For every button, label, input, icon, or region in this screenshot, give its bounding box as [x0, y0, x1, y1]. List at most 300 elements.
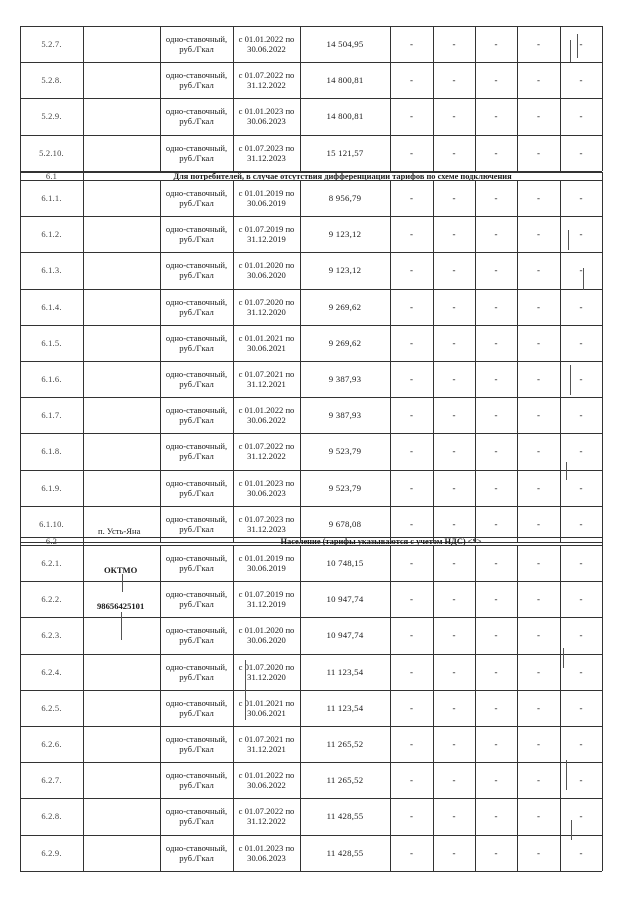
tariff-type-line1: одно-ставочный,	[165, 405, 228, 416]
empty-cell: -	[494, 518, 498, 529]
tariff-period-line1: с 01.01.2020 по	[238, 260, 295, 271]
empty-cell: -	[452, 229, 456, 240]
column-divider	[602, 537, 603, 545]
empty-cell: -	[452, 811, 456, 822]
tariff-period-line1: с 01.07.2019 по	[238, 224, 295, 235]
empty-cell: -	[410, 775, 413, 786]
tariff-value: 11 123,54	[326, 666, 364, 677]
column-divider	[20, 172, 21, 180]
empty-cell: -	[579, 594, 583, 605]
tariff-period-line1: с 01.07.2022 по	[238, 70, 295, 81]
tariff-type-line2: руб./Гкал	[179, 744, 214, 755]
section-number: 6.2	[45, 536, 58, 546]
tariff-type-line2: руб./Гкал	[179, 852, 214, 863]
row-number: 6.1.5.	[41, 337, 62, 348]
column-divider	[20, 180, 21, 542]
tariff-period-line1: с 01.01.2023 по	[238, 842, 295, 853]
tariff-period-line1: с 01.01.2023 по	[238, 477, 295, 488]
tariff-period-line2: 30.06.2020	[247, 270, 286, 281]
tariff-type	[160, 289, 233, 325]
column-divider	[433, 26, 434, 171]
tariff-period-line2: 31.12.2022	[247, 80, 286, 91]
tariff-value: 14 504,95	[326, 39, 364, 50]
row-number: 6.1.4.	[41, 301, 62, 312]
empty-cell: -	[452, 75, 456, 86]
empty-cell: -	[452, 702, 456, 713]
tariff-type-line2: руб./Гкал	[179, 563, 214, 574]
row-number: 6.1.10.	[39, 518, 64, 529]
column-divider	[517, 545, 518, 871]
tariff-period-line1: с 01.01.2019 по	[238, 188, 295, 199]
tariff-type	[160, 762, 233, 798]
scan-mark	[570, 365, 571, 395]
tariff-type-line2: руб./Гкал	[179, 487, 214, 498]
row-number: 6.2.1.	[41, 558, 62, 569]
empty-cell: -	[537, 518, 540, 529]
tariff-period-line1: с 01.07.2022 по	[238, 806, 295, 817]
column-divider	[233, 180, 234, 542]
section-number: 6.1	[45, 171, 58, 181]
empty-cell: -	[452, 630, 456, 641]
empty-cell: -	[452, 482, 456, 493]
empty-cell: -	[494, 446, 498, 457]
tariff-period-line2: 31.12.2023	[247, 152, 286, 163]
tariff-type-line1: одно-ставочный,	[165, 589, 228, 600]
empty-cell: -	[494, 775, 498, 786]
tariff-type-line1: одно-ставочный,	[165, 513, 228, 524]
tariff-period-line2: 30.06.2022	[247, 415, 286, 426]
tariff-type	[160, 835, 233, 871]
empty-cell: -	[410, 229, 413, 240]
tariff-type-line2: руб./Гкал	[179, 234, 214, 245]
empty-cell: -	[579, 558, 583, 569]
tariff-type	[160, 545, 233, 581]
tariff-period-line2: 31.12.2021	[247, 379, 286, 390]
scan-mark	[566, 462, 567, 480]
tariff-type-line1: одно-ставочный,	[165, 477, 228, 488]
tariff-type-line1: одно-ставочный,	[165, 697, 228, 708]
tariff-type	[160, 361, 233, 397]
column-divider	[390, 180, 391, 542]
empty-cell: -	[579, 518, 583, 529]
column-divider	[300, 180, 301, 542]
empty-cell: -	[494, 75, 498, 86]
tariff-period-line2: 30.06.2021	[247, 707, 286, 718]
tariff-period	[233, 654, 300, 690]
empty-cell: -	[452, 739, 456, 750]
row-number: 6.1.8.	[41, 446, 62, 457]
empty-cell: -	[579, 75, 583, 86]
column-divider	[20, 545, 21, 871]
tariff-type	[160, 62, 233, 98]
tariff-value: 9 269,62	[328, 337, 362, 348]
empty-cell: -	[494, 558, 498, 569]
tariff-type-line2: руб./Гкал	[179, 116, 214, 127]
column-divider	[602, 180, 603, 542]
empty-cell: -	[537, 558, 540, 569]
tariff-period-line2: 31.12.2019	[247, 599, 286, 610]
tariff-type-line1: одно-ставочный,	[165, 34, 228, 45]
tariff-value: 11 428,55	[326, 847, 364, 858]
tariff-type	[160, 690, 233, 726]
row-number: 6.2.2.	[41, 594, 62, 605]
tariff-type	[160, 26, 233, 62]
tariff-type-line2: руб./Гкал	[179, 152, 214, 163]
tariff-period-line1: с 01.07.2020 по	[238, 661, 295, 672]
tariff-period	[233, 180, 300, 216]
row-number: 5.2.8.	[41, 75, 62, 86]
empty-cell: -	[410, 811, 413, 822]
tariff-value: 9 387,93	[328, 374, 362, 385]
tariff-period	[233, 762, 300, 798]
empty-cell: -	[579, 374, 583, 385]
tariff-type-line1: одно-ставочный,	[165, 553, 228, 564]
empty-cell: -	[537, 410, 540, 421]
empty-cell: -	[452, 337, 456, 348]
tariff-period-line2: 30.06.2023	[247, 852, 286, 863]
tariff-type-line1: одно-ставочный,	[165, 70, 228, 81]
empty-cell: -	[494, 229, 498, 240]
tariff-period	[233, 690, 300, 726]
empty-cell: -	[537, 446, 540, 457]
empty-cell: -	[579, 39, 583, 50]
empty-cell: -	[452, 39, 456, 50]
scan-mark	[566, 760, 567, 790]
empty-cell: -	[410, 739, 413, 750]
empty-cell: -	[410, 702, 413, 713]
tariff-period	[233, 62, 300, 98]
tariff-type-line2: руб./Гкал	[179, 523, 214, 534]
empty-cell: -	[494, 301, 498, 312]
empty-cell: -	[494, 594, 498, 605]
tariff-type-line1: одно-ставочный,	[165, 625, 228, 636]
column-divider	[390, 545, 391, 871]
empty-cell: -	[537, 630, 540, 641]
tariff-period-line1: с 01.01.2019 по	[238, 553, 295, 564]
tariff-period-line2: 30.06.2020	[247, 635, 286, 646]
empty-cell: -	[579, 775, 583, 786]
tariff-value: 9 523,79	[328, 482, 362, 493]
tariff-period	[233, 325, 300, 361]
oktmo-code: 98656425101	[97, 601, 145, 611]
tariff-period-line2: 30.06.2022	[247, 780, 286, 791]
tariff-type-line1: одно-ставочный,	[165, 142, 228, 153]
column-divider	[300, 26, 301, 171]
tariff-type	[160, 581, 233, 617]
empty-cell: -	[452, 446, 456, 457]
scan-mark	[245, 660, 246, 720]
tariff-period-line2: 31.12.2022	[247, 451, 286, 462]
tariff-type	[160, 216, 233, 252]
column-divider	[475, 180, 476, 542]
scan-mark	[568, 230, 569, 250]
column-divider	[433, 545, 434, 871]
row-number: 6.2.5.	[41, 702, 62, 713]
column-divider	[83, 26, 84, 171]
empty-cell: -	[452, 301, 456, 312]
empty-cell: -	[452, 410, 456, 421]
tariff-type-line2: руб./Гкал	[179, 270, 214, 281]
column-divider	[233, 545, 234, 871]
tariff-value: 14 800,81	[326, 75, 364, 86]
empty-cell: -	[537, 482, 540, 493]
empty-cell: -	[537, 702, 540, 713]
empty-cell: -	[452, 558, 456, 569]
tariff-type-line2: руб./Гкал	[179, 780, 214, 791]
column-divider	[602, 172, 603, 180]
row-number: 6.2.9.	[41, 847, 62, 858]
empty-cell: -	[410, 482, 413, 493]
empty-cell: -	[579, 147, 583, 158]
row-number: 6.1.1.	[41, 193, 62, 204]
tariff-period	[233, 617, 300, 653]
empty-cell: -	[537, 337, 540, 348]
tariff-type	[160, 135, 233, 171]
empty-cell: -	[579, 446, 583, 457]
empty-cell: -	[537, 39, 540, 50]
tariff-value: 9 269,62	[328, 301, 362, 312]
tariff-type-line1: одно-ставочный,	[165, 106, 228, 117]
tariff-period-line2: 30.06.2023	[247, 116, 286, 127]
empty-cell: -	[494, 847, 498, 858]
tariff-period-line1: с 01.07.2023 по	[238, 142, 295, 153]
tariff-period-line2: 30.06.2019	[247, 198, 286, 209]
tariff-period-line1: с 01.01.2022 по	[238, 34, 295, 45]
empty-cell: -	[537, 111, 540, 122]
column-divider	[560, 26, 561, 171]
tariff-value: 11 265,52	[326, 739, 364, 750]
tariff-type-line2: руб./Гкал	[179, 816, 214, 827]
tariff-period-line1: с 01.01.2021 по	[238, 697, 295, 708]
section-title: Население (тарифы указываются с учетом НДС) <*>	[280, 536, 482, 546]
column-divider	[83, 537, 84, 545]
column-divider	[300, 545, 301, 871]
empty-cell: -	[494, 630, 498, 641]
row-number: 6.1.6.	[41, 374, 62, 385]
column-divider	[83, 545, 84, 871]
tariff-period	[233, 361, 300, 397]
column-divider	[517, 180, 518, 542]
empty-cell: -	[410, 337, 413, 348]
tariff-period-line2: 31.12.2020	[247, 306, 286, 317]
empty-cell: -	[410, 847, 413, 858]
empty-cell: -	[537, 847, 540, 858]
tariff-type-line2: руб./Гкал	[179, 599, 214, 610]
empty-cell: -	[537, 739, 540, 750]
row-number: 6.1.2.	[41, 229, 62, 240]
empty-cell: -	[579, 265, 583, 276]
empty-cell: -	[452, 147, 456, 158]
column-divider	[83, 180, 84, 542]
column-divider	[475, 545, 476, 871]
tariff-value: 9 123,12	[328, 229, 362, 240]
empty-cell: -	[537, 229, 540, 240]
tariff-period-line1: с 01.01.2023 по	[238, 106, 295, 117]
tariff-period-line2: 30.06.2019	[247, 563, 286, 574]
tariff-period	[233, 289, 300, 325]
tariff-type-line1: одно-ставочный,	[165, 188, 228, 199]
scan-mark	[563, 648, 564, 668]
empty-cell: -	[410, 111, 413, 122]
section-title: Для потребителей, в случае отсутствия дифференциации тарифов по схеме подключения	[173, 171, 512, 181]
empty-cell: -	[537, 193, 540, 204]
tariff-type-line2: руб./Гкал	[179, 707, 214, 718]
scan-mark	[570, 40, 571, 62]
tariff-period	[233, 26, 300, 62]
empty-cell: -	[579, 337, 583, 348]
scan-mark	[122, 574, 123, 592]
tariff-period-line1: с 01.01.2022 по	[238, 405, 295, 416]
tariff-value: 11 428,55	[326, 811, 364, 822]
empty-cell: -	[537, 811, 540, 822]
row-number: 6.1.7.	[41, 410, 62, 421]
tariff-period-line1: с 01.07.2020 по	[238, 296, 295, 307]
tariff-type	[160, 325, 233, 361]
row-number: 6.1.3.	[41, 265, 62, 276]
tariff-value: 10 947,74	[326, 630, 364, 641]
tariff-type-line2: руб./Гкал	[179, 415, 214, 426]
tariff-type-line1: одно-ставочный,	[165, 369, 228, 380]
empty-cell: -	[494, 337, 498, 348]
empty-cell: -	[452, 374, 456, 385]
tariff-period	[233, 726, 300, 762]
tariff-period-line2: 30.06.2023	[247, 487, 286, 498]
row-divider	[20, 871, 602, 872]
empty-cell: -	[410, 374, 413, 385]
tariff-type-line1: одно-ставочный,	[165, 296, 228, 307]
tariff-period-line2: 31.12.2021	[247, 744, 286, 755]
empty-cell: -	[579, 111, 583, 122]
tariff-period	[233, 581, 300, 617]
locality-name: п. Усть-Яна	[98, 526, 141, 536]
empty-cell: -	[410, 518, 413, 529]
tariff-value: 11 265,52	[326, 775, 364, 786]
empty-cell: -	[452, 518, 456, 529]
empty-cell: -	[537, 594, 540, 605]
empty-cell: -	[579, 811, 583, 822]
tariff-type-line2: руб./Гкал	[179, 342, 214, 353]
empty-cell: -	[410, 193, 413, 204]
empty-cell: -	[537, 265, 540, 276]
row-number: 6.2.4.	[41, 666, 62, 677]
tariff-value: 14 800,81	[326, 111, 364, 122]
tariff-type	[160, 617, 233, 653]
tariff-period	[233, 135, 300, 171]
empty-cell: -	[579, 229, 583, 240]
tariff-period-line2: 31.12.2020	[247, 671, 286, 682]
tariff-period-line1: с 01.01.2022 по	[238, 770, 295, 781]
empty-cell: -	[494, 111, 498, 122]
tariff-type-line1: одно-ставочный,	[165, 441, 228, 452]
empty-cell: -	[537, 75, 540, 86]
tariff-period-line1: с 01.07.2021 по	[238, 734, 295, 745]
tariff-type-line1: одно-ставочный,	[165, 224, 228, 235]
empty-cell: -	[537, 666, 540, 677]
column-divider	[560, 180, 561, 542]
row-number: 6.2.8.	[41, 811, 62, 822]
tariff-period	[233, 798, 300, 834]
column-divider	[160, 180, 161, 542]
row-number: 5.2.9.	[41, 111, 62, 122]
empty-cell: -	[579, 630, 583, 641]
empty-cell: -	[494, 702, 498, 713]
tariff-type	[160, 470, 233, 506]
oktmo-label: ОКТМО	[104, 565, 138, 575]
tariff-period-line2: 30.06.2022	[247, 44, 286, 55]
empty-cell: -	[537, 301, 540, 312]
empty-cell: -	[410, 39, 413, 50]
tariff-value: 9 523,79	[328, 446, 362, 457]
tariff-value: 10 748,15	[326, 558, 364, 569]
tariff-type-line1: одно-ставочный,	[165, 770, 228, 781]
empty-cell: -	[579, 702, 583, 713]
tariff-type-line2: руб./Гкал	[179, 451, 214, 462]
empty-cell: -	[410, 75, 413, 86]
tariff-value: 9 678,08	[328, 518, 362, 529]
tariff-period-line2: 31.12.2023	[247, 523, 286, 534]
empty-cell: -	[494, 739, 498, 750]
empty-cell: -	[494, 39, 498, 50]
empty-cell: -	[452, 193, 456, 204]
tariff-period	[233, 216, 300, 252]
empty-cell: -	[452, 775, 456, 786]
scan-mark	[577, 34, 578, 58]
tariff-value: 8 956,79	[328, 193, 362, 204]
empty-cell: -	[452, 594, 456, 605]
tariff-type	[160, 798, 233, 834]
empty-cell: -	[579, 482, 583, 493]
column-divider	[20, 26, 21, 171]
empty-cell: -	[579, 666, 583, 677]
tariff-type-line2: руб./Гкал	[179, 198, 214, 209]
tariff-type-line2: руб./Гкал	[179, 635, 214, 646]
empty-cell: -	[410, 147, 413, 158]
empty-cell: -	[494, 666, 498, 677]
tariff-period-line2: 31.12.2019	[247, 234, 286, 245]
tariff-type-line1: одно-ставочный,	[165, 332, 228, 343]
empty-cell: -	[537, 147, 540, 158]
tariff-type-line2: руб./Гкал	[179, 80, 214, 91]
tariff-type-line2: руб./Гкал	[179, 306, 214, 317]
tariff-period-line1: с 01.07.2023 по	[238, 513, 295, 524]
tariff-period-line2: 31.12.2022	[247, 816, 286, 827]
column-divider	[160, 545, 161, 871]
empty-cell: -	[494, 482, 498, 493]
tariff-period-line1: с 01.07.2022 по	[238, 441, 295, 452]
tariff-period	[233, 835, 300, 871]
row-number: 6.2.7.	[41, 775, 62, 786]
tariff-type	[160, 654, 233, 690]
empty-cell: -	[410, 410, 413, 421]
tariff-period	[233, 252, 300, 288]
empty-cell: -	[410, 630, 413, 641]
column-divider	[602, 545, 603, 871]
tariff-type-line1: одно-ставочный,	[165, 842, 228, 853]
empty-cell: -	[452, 111, 456, 122]
row-number: 5.2.7.	[41, 39, 62, 50]
scan-mark	[583, 268, 584, 290]
tariff-type-line1: одно-ставочный,	[165, 806, 228, 817]
column-divider	[20, 537, 21, 545]
tariff-type-line2: руб./Гкал	[179, 379, 214, 390]
row-number: 6.2.3.	[41, 630, 62, 641]
empty-cell: -	[494, 410, 498, 421]
tariff-period	[233, 98, 300, 134]
tariff-period	[233, 397, 300, 433]
empty-cell: -	[579, 739, 583, 750]
column-divider	[602, 26, 603, 171]
empty-cell: -	[452, 847, 456, 858]
